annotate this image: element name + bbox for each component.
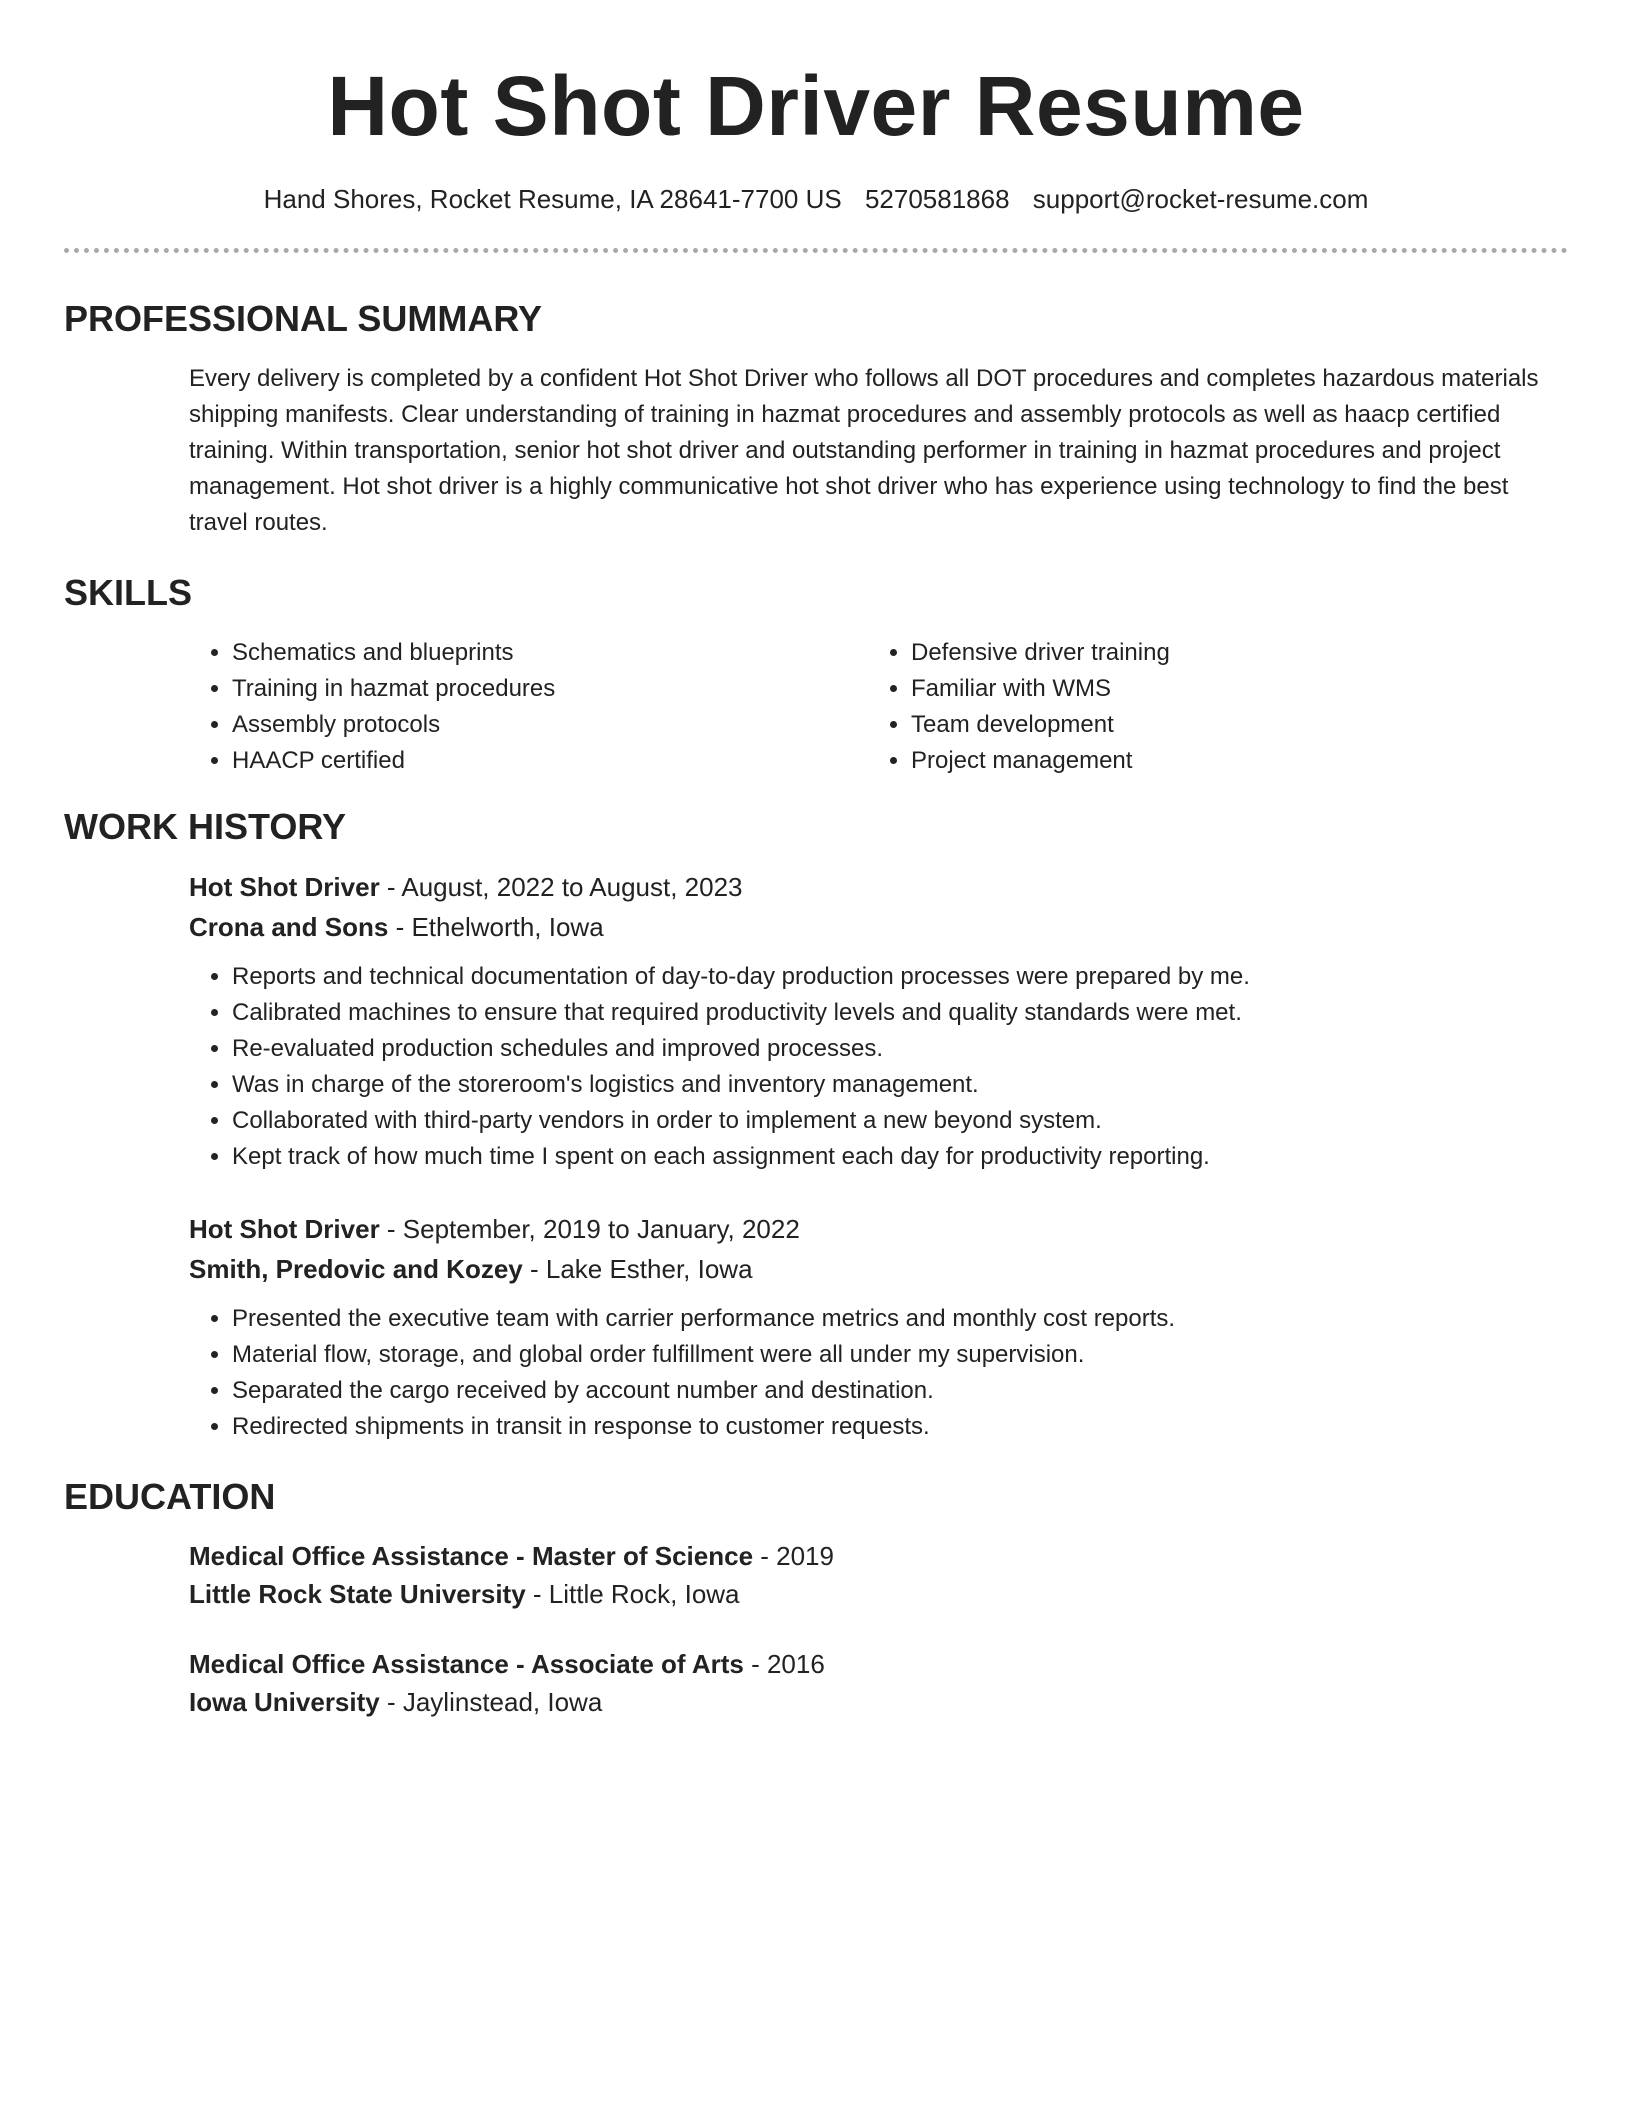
education-school-line — [189, 1575, 1568, 1613]
skill-item: • HAACP certified — [232, 743, 868, 779]
summary-section — [64, 297, 1568, 541]
education-school: Iowa University — [189, 1687, 380, 1717]
job-company-line — [189, 907, 1568, 947]
contact-phone: 5270581868 — [864, 184, 1010, 214]
summary-heading: PROFESSIONAL SUMMARY — [64, 298, 543, 339]
education-degree: Medical Office Assistance - Master of Science — [189, 1541, 754, 1571]
contact-line — [64, 182, 1568, 216]
job-company-line — [189, 1249, 1568, 1289]
work-history-heading: WORK HISTORY — [64, 806, 347, 847]
education-degree: Medical Office Assistance - Associate of Arts — [189, 1649, 744, 1679]
job-bullet: • Separated the cargo received by account number and destination. — [232, 1373, 1568, 1409]
education-school-line — [189, 1683, 1568, 1721]
contact-email: support@rocket-resume.com — [1032, 184, 1369, 214]
job-entry — [189, 1209, 1568, 1445]
job-title-line — [189, 1209, 1568, 1249]
job-entry — [189, 867, 1568, 1175]
education-location: - Little Rock, Iowa — [525, 1579, 740, 1609]
job-bullet: • Redirected shipments in transit in response to customer requests. — [232, 1409, 1568, 1445]
job-bullets — [189, 959, 1568, 1175]
job-title-line — [189, 867, 1568, 907]
summary-text: Every delivery is completed by a confident Hot Shot Driver who follows all DOT procedures and completes hazardous materials shipping manifests. Clear understanding of training in hazmat procedures and assembly protocols as well as haacp certified training. Within transportation, senior hot shot driver and outstanding performer in training in hazmat procedures and project management. Hot shot driver is a highly communicative hot shot driver who has experience using technology to find the best travel routes. — [189, 365, 1539, 536]
job-bullet: • Reports and technical documentation of day-to-day production processes were prepared by me. — [232, 959, 1568, 995]
work-history-section — [64, 805, 1568, 1445]
header-divider — [64, 248, 1568, 253]
job-bullet: • Was in charge of the storeroom's logistics and inventory management. — [232, 1067, 1568, 1103]
skills-columns — [189, 635, 1568, 779]
education-location: - Jaylinstead, Iowa — [379, 1687, 603, 1717]
skill-item: • Schematics and blueprints — [232, 635, 868, 671]
job-bullet: • Calibrated machines to ensure that required productivity levels and quality standards were met. — [232, 995, 1568, 1031]
skill-item: • Training in hazmat procedures — [232, 671, 868, 707]
education-degree-line — [189, 1645, 1568, 1683]
job-dates: - September, 2019 to January, 2022 — [379, 1214, 800, 1244]
education-entry — [189, 1645, 1568, 1721]
job-bullet: • Kept track of how much time I spent on each assignment each day for productivity reporting. — [232, 1139, 1568, 1175]
skill-item: • Assembly protocols — [232, 707, 868, 743]
job-bullets — [189, 1301, 1568, 1445]
job-location: - Lake Esther, Iowa — [522, 1254, 753, 1284]
job-location: - Ethelworth, Iowa — [388, 912, 604, 942]
job-bullet: • Re-evaluated production schedules and improved processes. — [232, 1031, 1568, 1067]
job-bullet: • Collaborated with third-party vendors in order to implement a new beyond system. — [232, 1103, 1568, 1139]
skills-left-column — [189, 635, 868, 779]
skill-item: • Familiar with WMS — [911, 671, 1547, 707]
skill-item: • Team development — [911, 707, 1547, 743]
education-school: Little Rock State University — [189, 1579, 526, 1609]
skill-item: • Project management — [911, 743, 1547, 779]
education-degree-line — [189, 1537, 1568, 1575]
resume-title: Hot Shot Driver Resume — [327, 59, 1305, 153]
job-dates: - August, 2022 to August, 2023 — [379, 872, 743, 902]
education-heading: EDUCATION — [64, 1476, 276, 1517]
job-bullet: • Presented the executive team with carrier performance metrics and monthly cost reports. — [232, 1301, 1568, 1337]
education-year: - 2019 — [753, 1541, 834, 1571]
skills-right-column — [868, 635, 1547, 779]
job-company: Smith, Predovic and Kozey — [189, 1254, 523, 1284]
skills-heading: SKILLS — [64, 572, 193, 613]
job-title: Hot Shot Driver — [189, 1214, 380, 1244]
skills-section — [64, 571, 1568, 779]
contact-address: Hand Shores, Rocket Resume, IA 28641-7700 US — [263, 184, 842, 214]
job-company: Crona and Sons — [189, 912, 389, 942]
skill-item: • Defensive driver training — [911, 635, 1547, 671]
education-section — [64, 1475, 1568, 1721]
resume-page — [64, 0, 1568, 1721]
education-entry — [189, 1537, 1568, 1613]
education-year: - 2016 — [743, 1649, 825, 1679]
job-bullet: • Material flow, storage, and global order fulfillment were all under my supervision. — [232, 1337, 1568, 1373]
job-title: Hot Shot Driver — [189, 872, 380, 902]
